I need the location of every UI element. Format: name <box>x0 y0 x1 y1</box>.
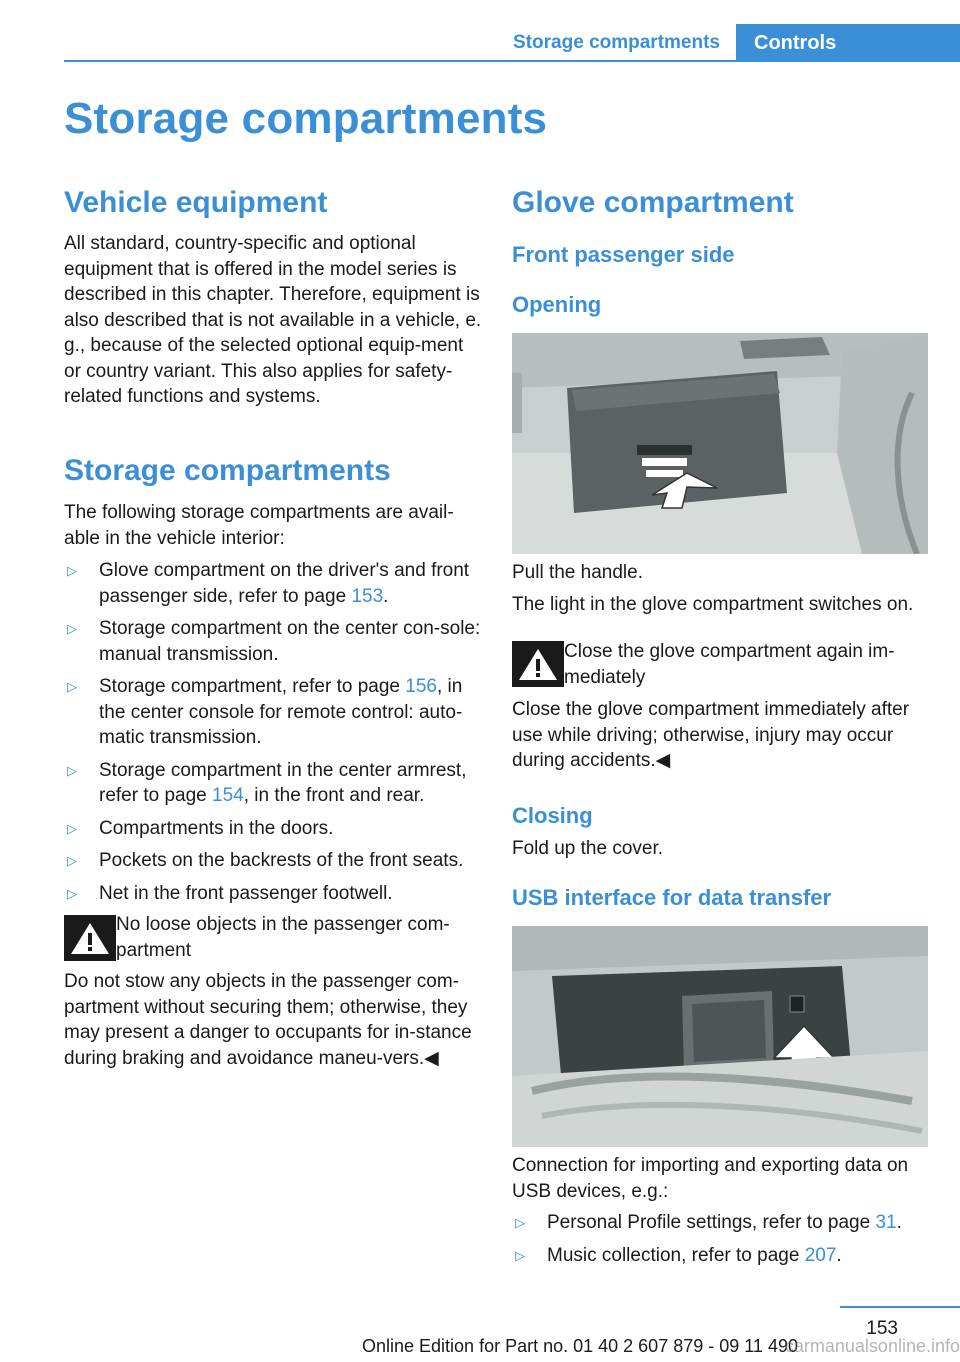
usb-interface-heading: USB interface for data transfer <box>512 885 832 910</box>
list-item: ▷ Storage compartment, refer to page 156, in the center console for remote control: auto‐matic transmission. <box>67 676 463 748</box>
list-item: ▷ Glove compartment on the driver's and front passenger side, refer to page 153. <box>67 560 470 607</box>
list-item: ▷ Compartments in the doors. <box>64 816 484 842</box>
triangle-bullet-icon: ▷ <box>67 885 77 901</box>
storage-intro: The following storage compartments are avail‐able in the vehicle interior: <box>64 502 454 549</box>
front-passenger-side-heading: Front passenger side <box>512 242 735 267</box>
opening-heading: Opening <box>512 292 602 317</box>
vehicle-equipment-body: All standard, country-specific and optional equipment that is offered in the model series is described in this chapter. Therefore, equipment is also described that is not available in a vehicle, e. g., because of the selected optional equip‐ment or country variant. This also applies for safety-related functions and systems. <box>64 233 482 407</box>
triangle-bullet-icon: ▷ <box>67 762 77 778</box>
header-chapter-tab: Controls <box>736 24 960 62</box>
storage-list <box>64 558 484 913</box>
usb-body: Connection for importing and exporting data on USB devices, e.g.: <box>512 1155 909 1202</box>
glove-warning-body: Close the glove compartment immediately after use while driving; otherwise, injury may occur during accidents.◀ <box>512 699 910 771</box>
page-link[interactable]: 207 <box>804 1244 837 1266</box>
light-switches-on-text: The light in the glove compartment switches on. <box>512 594 914 615</box>
list-item: ▷ Personal Profile settings, refer to page 31. <box>512 1210 936 1236</box>
warning-triangle-icon <box>64 915 116 961</box>
triangle-bullet-icon: ▷ <box>515 1247 525 1263</box>
edition-footer: Online Edition for Part no. 01 40 2 607 879 - 09 11 490 <box>362 1336 798 1356</box>
header-section-title: Storage compartments <box>513 32 720 53</box>
triangle-bullet-icon: ▷ <box>67 853 77 868</box>
glove-warning-title: Close the glove compartment again im‐mediately <box>564 641 895 688</box>
triangle-bullet-icon: ▷ <box>67 621 77 636</box>
triangle-bullet-icon: ▷ <box>67 820 77 836</box>
footer-rule <box>840 1306 960 1308</box>
pull-handle-text: Pull the handle. <box>512 562 643 583</box>
triangle-bullet-icon: ▷ <box>515 1215 525 1230</box>
triangle-bullet-icon: ▷ <box>67 563 77 578</box>
list-item: ▷ Storage compartment in the center armrest, refer to page 154, in the front and rear. <box>67 759 467 806</box>
closing-heading: Closing <box>512 803 593 828</box>
storage-compartments-heading: Storage compartments <box>64 454 391 487</box>
page-link[interactable]: 153 <box>351 585 384 607</box>
list-item: ▷ Net in the front passenger footwell. <box>64 881 484 907</box>
page-link[interactable]: 156 <box>405 676 437 697</box>
page-link[interactable]: 31 <box>875 1212 897 1233</box>
glove-compartment-heading: Glove compartment <box>512 186 794 219</box>
storage-warning-title: No loose objects in the passenger com‐partment <box>116 914 450 961</box>
triangle-bullet-icon: ▷ <box>67 679 77 694</box>
storage-warning-body: Do not stow any objects in the passenger com‐partment without securing them; otherwise, they may present a danger to occupants for in‐stance during braking and avoidance maneu‐vers.◀ <box>64 971 472 1069</box>
glove-compartment-photo <box>512 333 928 554</box>
closing-body: Fold up the cover. <box>512 838 664 859</box>
list-item: ▷ Pockets on the backrests of the front seats. <box>64 848 484 874</box>
usb-list <box>512 1210 936 1275</box>
vehicle-equipment-heading: Vehicle equipment <box>64 186 328 219</box>
header-rule <box>64 60 960 62</box>
page-number: 153 <box>866 1318 898 1339</box>
watermark: carmanualsonline.info <box>784 1336 960 1356</box>
page-link[interactable]: 154 <box>212 785 244 806</box>
warning-triangle-icon <box>512 641 564 687</box>
list-item: ▷ Storage compartment on the center con‐sole: manual transmission. <box>67 618 481 665</box>
usb-interface-photo <box>512 926 928 1147</box>
list-item: ▷ Music collection, refer to page 207. <box>512 1243 936 1269</box>
page-title: Storage compartments <box>64 94 548 143</box>
